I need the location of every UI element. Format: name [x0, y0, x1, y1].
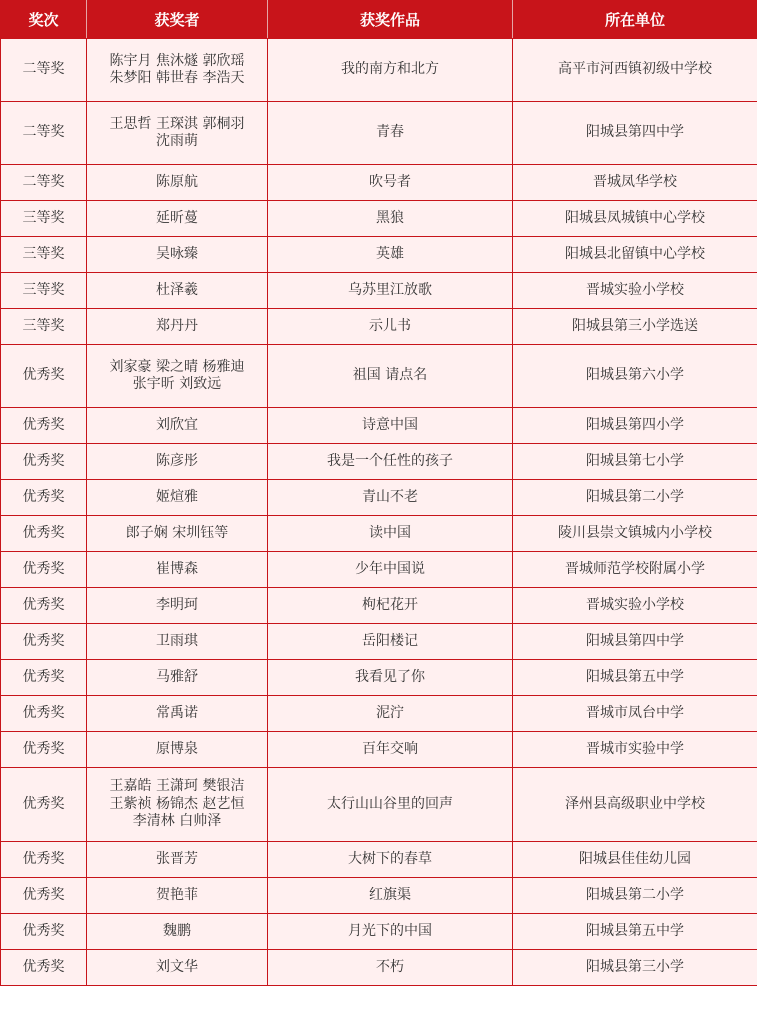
header-unit: 所在单位 — [513, 1, 757, 39]
cell-winners — [87, 552, 268, 588]
cell-unit: 阳城县凤城镇中心学校 — [513, 201, 757, 237]
cell-unit: 陵川县崇文镇城内小学校 — [513, 516, 757, 552]
winner-line: 姬煊雅 — [156, 488, 198, 505]
winner-line: 朱梦阳 韩世春 李浩天 — [109, 70, 245, 86]
cell-work: 红旗渠 — [268, 878, 513, 914]
winner-line: 郎子娴 宋圳钰等 — [125, 524, 229, 541]
cell-unit: 阳城县第六小学 — [513, 345, 757, 408]
header-rank: 奖次 — [1, 1, 87, 39]
cell-rank: 二等奖 — [1, 102, 87, 165]
cell-rank: 优秀奖 — [1, 696, 87, 732]
cell-work: 英雄 — [268, 237, 513, 273]
cell-winners — [87, 914, 268, 950]
cell-work: 青山不老 — [268, 480, 513, 516]
cell-winners — [87, 201, 268, 237]
cell-work: 青春 — [268, 102, 513, 165]
cell-unit: 阳城县北留镇中心学校 — [513, 237, 757, 273]
cell-rank: 优秀奖 — [1, 660, 87, 696]
cell-work: 泥泞 — [268, 696, 513, 732]
winner-line: 刘文华 — [156, 958, 198, 975]
cell-unit: 阳城县第四中学 — [513, 102, 757, 165]
cell-unit: 阳城县第三小学选送 — [513, 309, 757, 345]
winner-line: 崔博森 — [156, 560, 198, 577]
cell-work: 太行山山谷里的回声 — [268, 768, 513, 842]
winner-line: 张宇昕 刘致远 — [132, 376, 222, 392]
winner-line: 王紫祯 杨锦杰 赵艺恒 — [109, 795, 245, 812]
cell-rank: 二等奖 — [1, 165, 87, 201]
winner-line: 李清林 白帅泽 — [132, 813, 222, 830]
cell-unit: 高平市河西镇初级中学校 — [513, 39, 757, 102]
cell-unit: 晋城实验小学校 — [513, 588, 757, 624]
cell-unit: 晋城凤华学校 — [513, 165, 757, 201]
cell-unit: 阳城县第二小学 — [513, 878, 757, 914]
cell-winners — [87, 39, 268, 102]
cell-work: 吹号者 — [268, 165, 513, 201]
table-row — [1, 201, 757, 237]
table-row — [1, 660, 757, 696]
cell-unit: 阳城县第三小学 — [513, 950, 757, 986]
winner-line: 张晋芳 — [156, 850, 198, 867]
cell-work: 百年交响 — [268, 732, 513, 768]
winner-line: 沈雨萌 — [156, 133, 198, 149]
table-row — [1, 732, 757, 768]
cell-work: 读中国 — [268, 516, 513, 552]
table-row — [1, 444, 757, 480]
cell-winners — [87, 165, 268, 201]
cell-winners — [87, 950, 268, 986]
cell-rank: 优秀奖 — [1, 732, 87, 768]
cell-rank: 三等奖 — [1, 273, 87, 309]
cell-unit: 晋城市凤台中学 — [513, 696, 757, 732]
cell-rank: 优秀奖 — [1, 588, 87, 624]
winner-line: 贺艳菲 — [156, 886, 198, 903]
cell-work: 枸杞花开 — [268, 588, 513, 624]
winner-line: 原博泉 — [156, 740, 198, 757]
cell-winners — [87, 696, 268, 732]
cell-winners — [87, 345, 268, 408]
winner-line: 李明珂 — [156, 596, 198, 613]
cell-unit: 阳城县第五中学 — [513, 660, 757, 696]
cell-work: 黑狼 — [268, 201, 513, 237]
cell-rank: 优秀奖 — [1, 516, 87, 552]
winner-line: 陈原航 — [156, 173, 198, 190]
table-row — [1, 345, 757, 408]
cell-winners — [87, 878, 268, 914]
cell-work: 不朽 — [268, 950, 513, 986]
table-header — [1, 1, 757, 39]
winner-line: 王嘉皓 王潇珂 樊银洁 — [109, 778, 245, 795]
cell-winners — [87, 480, 268, 516]
cell-rank: 优秀奖 — [1, 914, 87, 950]
table-row — [1, 696, 757, 732]
table-body — [1, 39, 757, 986]
cell-work: 我是一个任性的孩子 — [268, 444, 513, 480]
winner-line: 陈彦彤 — [156, 452, 198, 469]
cell-unit: 晋城师范学校附属小学 — [513, 552, 757, 588]
table-row — [1, 237, 757, 273]
table-row — [1, 624, 757, 660]
winner-line: 刘家豪 梁之晴 杨雅迪 — [109, 358, 245, 375]
winner-line: 卫雨琪 — [156, 632, 198, 649]
cell-rank: 优秀奖 — [1, 950, 87, 986]
winner-line: 马雅舒 — [156, 668, 198, 685]
cell-rank: 三等奖 — [1, 237, 87, 273]
table-row — [1, 165, 757, 201]
cell-work: 岳阳楼记 — [268, 624, 513, 660]
cell-winners — [87, 237, 268, 273]
cell-rank: 优秀奖 — [1, 624, 87, 660]
cell-work: 乌苏里江放歌 — [268, 273, 513, 309]
cell-winners — [87, 624, 268, 660]
cell-winners — [87, 768, 268, 842]
cell-work: 祖国 请点名 — [268, 345, 513, 408]
table-row — [1, 842, 757, 878]
cell-winners — [87, 588, 268, 624]
cell-rank: 优秀奖 — [1, 480, 87, 516]
table-row — [1, 588, 757, 624]
cell-unit: 晋城实验小学校 — [513, 273, 757, 309]
cell-winners — [87, 444, 268, 480]
cell-winners — [87, 516, 268, 552]
header-winners: 获奖者 — [87, 1, 268, 39]
winner-line: 杜泽羲 — [156, 281, 198, 298]
cell-work: 示儿书 — [268, 309, 513, 345]
cell-winners — [87, 408, 268, 444]
header-work: 获奖作品 — [268, 1, 513, 39]
cell-winners — [87, 273, 268, 309]
cell-winners — [87, 732, 268, 768]
table-row — [1, 552, 757, 588]
winner-line: 陈宇月 焦沐燧 郭欣瑶 — [109, 52, 245, 69]
table-row — [1, 309, 757, 345]
cell-rank: 优秀奖 — [1, 552, 87, 588]
cell-work: 我的南方和北方 — [268, 39, 513, 102]
cell-work: 大树下的春草 — [268, 842, 513, 878]
cell-work: 诗意中国 — [268, 408, 513, 444]
cell-winners — [87, 660, 268, 696]
cell-rank: 优秀奖 — [1, 444, 87, 480]
cell-unit: 阳城县第五中学 — [513, 914, 757, 950]
table-row — [1, 914, 757, 950]
cell-rank: 二等奖 — [1, 39, 87, 102]
cell-rank: 优秀奖 — [1, 345, 87, 408]
cell-unit: 阳城县第四小学 — [513, 408, 757, 444]
table-row — [1, 516, 757, 552]
cell-rank: 三等奖 — [1, 309, 87, 345]
cell-work: 我看见了你 — [268, 660, 513, 696]
cell-unit: 晋城市实验中学 — [513, 732, 757, 768]
table-row — [1, 768, 757, 842]
cell-rank: 优秀奖 — [1, 408, 87, 444]
cell-rank: 优秀奖 — [1, 878, 87, 914]
cell-unit: 泽州县高级职业中学校 — [513, 768, 757, 842]
winner-line: 魏鹏 — [163, 922, 191, 939]
cell-rank: 三等奖 — [1, 201, 87, 237]
winner-line: 郑丹丹 — [156, 317, 198, 334]
cell-winners — [87, 102, 268, 165]
cell-rank: 优秀奖 — [1, 768, 87, 842]
cell-winners — [87, 309, 268, 345]
winner-line: 吴咏臻 — [156, 245, 198, 262]
winner-line: 刘欣宜 — [156, 416, 198, 433]
table-row — [1, 480, 757, 516]
winner-line: 常禹诺 — [156, 704, 198, 721]
cell-unit: 阳城县第四中学 — [513, 624, 757, 660]
table-row — [1, 408, 757, 444]
table-row — [1, 102, 757, 165]
cell-winners — [87, 842, 268, 878]
cell-unit: 阳城县第二小学 — [513, 480, 757, 516]
winner-line: 延昕蔓 — [156, 209, 198, 226]
table-row — [1, 878, 757, 914]
table-row — [1, 39, 757, 102]
cell-unit: 阳城县佳佳幼儿园 — [513, 842, 757, 878]
cell-unit: 阳城县第七小学 — [513, 444, 757, 480]
cell-work: 少年中国说 — [268, 552, 513, 588]
table-row — [1, 950, 757, 986]
table-row — [1, 273, 757, 309]
winner-line: 王思哲 王琛淇 郭桐羽 — [109, 115, 245, 132]
cell-rank: 优秀奖 — [1, 842, 87, 878]
cell-work: 月光下的中国 — [268, 914, 513, 950]
header-row — [1, 1, 757, 39]
